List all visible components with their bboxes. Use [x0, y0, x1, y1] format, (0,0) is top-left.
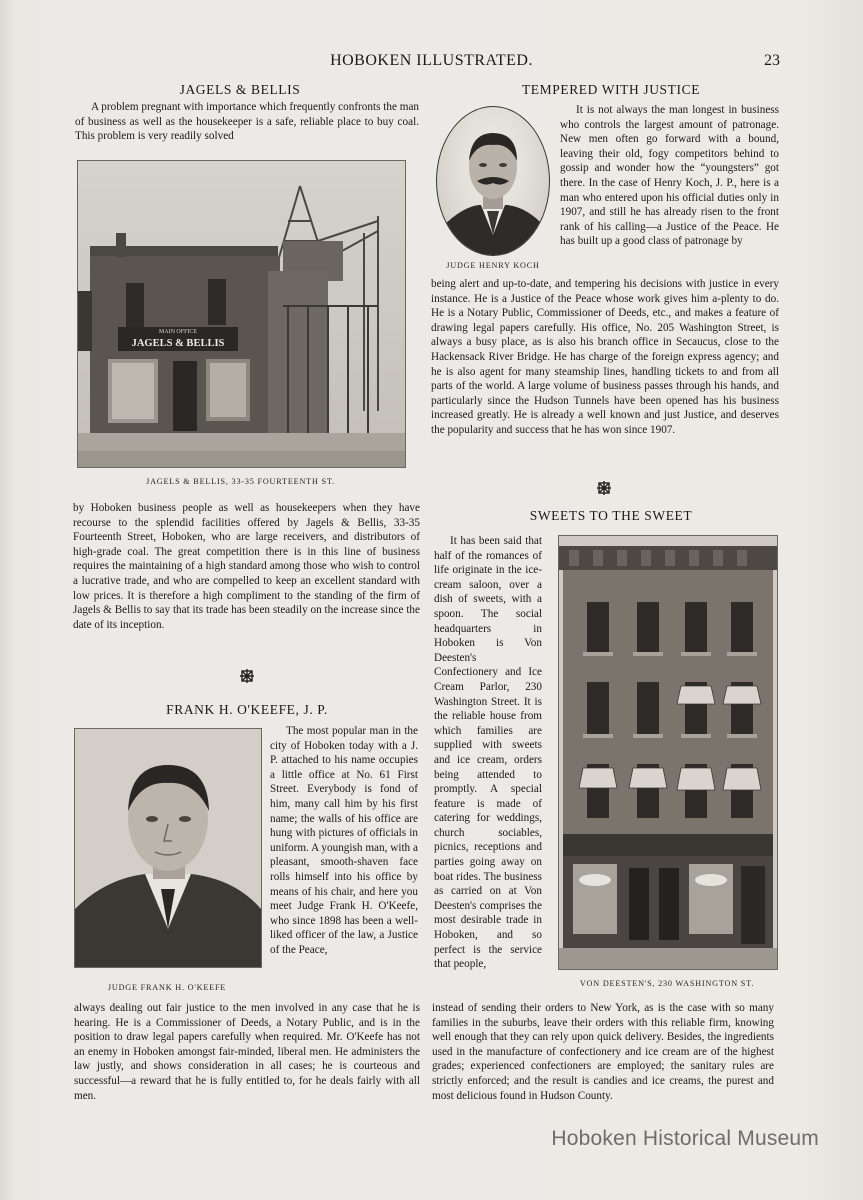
koch-body-text: [431, 277, 779, 438]
okeefe-wrap-paragraph: The most popular man in the city of Hoboken today with a J. P. attached to his name occupies a little office at No. 61 First Street. Everybody is fond of him, many call him by his first name; the walls of his office are hung with pictures of officials in uniform. A youngish man, with a pleasant, smooth-shaven face rolls himself into his office by means of his chair, and here you meet Judge Frank H. O'Keefe, who since 1898 has been a well-liked officer of the law, a Justice of the Peace,: [270, 725, 418, 956]
jagels-building-illustration: [78, 161, 405, 467]
koch-portrait-photo: [436, 106, 550, 256]
publication-title: HOBOKEN ILLUSTRATED.: [330, 52, 533, 69]
okeefe-photo-caption: JUDGE FRANK H. O'KEEFE: [107, 983, 227, 992]
koch-wrap-paragraph: It is not always the man longest in business who controls the largest amount of patronage. New men often go forward with a bound, leaving their old, fogy competitors behind to gossip and wonder how the “youngsters” got there. In the case of Henry Koch, J. P., here is a man who entered upon his official duties only in 1907, and still he has already risen to the front rank of his calling—a Justice of the Peace. He has built up a good class of patronage by: [560, 104, 779, 248]
section-ornament-icon: [597, 481, 611, 495]
koch-portrait-illustration: [437, 107, 549, 255]
jagels-body-paragraph: by Hoboken business people as well as housekeepers when they have recourse to the splendid facilities offered by Jagels & Bellis, 33-35 Fourteenth Street, Hoboken, who are large receivers, and distributors of high-grade coal. The great competition there is in this line of business requires the maintaining of a high standard among those who wish to control a lucrative trade, and who are compelled to keep an excellent standard with low prices. It is therefore a high compliment to the standing of the firm of Jagels & Bellis to say that its trade has been steadily on the increase since the date of its inception.: [73, 502, 420, 631]
jagels-title: JAGELS & BELLIS: [179, 82, 301, 97]
von-deesten-building-photo: [558, 535, 778, 970]
koch-title: TEMPERED WITH JUSTICE: [521, 82, 701, 97]
okeefe-body-paragraph: always dealing out fair justice to the men involved in any case that he is hearing. He is a Commissioner of Deeds, a Notary Public, and is in the position to draw legal papers carefully when required. Mr. O'Keefe has not an enemy in Hoboken amongst fair-minded, liberal men. He administers the law justly, and shows consideration in all cases; he is courteous and successful—a reward that he is fully entitled to, for he deals fairly with all men.: [74, 1002, 420, 1102]
jagels-building-photo: [77, 160, 406, 468]
jagels-sign-text: JAGELS & BELLIS: [131, 338, 225, 349]
okeefe-title: FRANK H. O'KEEFE, J. P.: [166, 702, 328, 717]
koch-photo-caption: JUDGE HENRY KOCH: [446, 261, 540, 270]
koch-wrap-text: [560, 103, 779, 249]
jagels-sign-small-text: MAIN OFFICE: [158, 329, 198, 335]
von-deesten-photo-caption: VON DEESTEN'S, 230 WASHINGTON ST.: [579, 979, 755, 988]
museum-watermark: Hoboken Historical Museum: [551, 1127, 819, 1150]
koch-body-paragraph: being alert and up-to-date, and tempering his decisions with justice in every instance. He is a Justice of the Peace whose work gives him a-plenty to do. He is a Notary Public, Commissioner of Deeds, etc., and makes a feature of drawing legal papers carefully. His office, No. 205 Washington Street, is always a busy place, as is also his branch office in Secaucus, close to the Hackensack River Bridge. He has charge of the foreign express agency; and he is also agent for many steamship lines, handling tickets to and from all parts of the world. A large volume of business passes through his hands, and particularly since the Hudson Tunnels have been opened has his business increased greatly. He is already a well known and just Justice, and deserves the popularity and success that he has won since 1907.: [431, 278, 779, 436]
sweets-body-paragraph: instead of sending their orders to New York, as is the case with so many families in the suburbs, leave their orders with this reliable firm, knowing well enough that they can rely upon quick delivery. Besides, the ingredients used in the manufacture of confectionery and ice cream are of the highest grades; experienced confectioners are employed; the sanitary rules are strictly enforced; and the result is candies and ice creams, the purest and most delicious found in Hudson County.: [432, 1002, 774, 1102]
okeefe-portrait-photo: [74, 728, 262, 968]
sweets-wrap-paragraph: It has been said that half of the romances of life originate in the ice-cream saloon, over a dish of sweets, with a spoon. The social headquarters in Hoboken is Von Deesten's Confectionery and Ice Cream Parlor, 230 Washington Street. It is the reliable house from which families are supplied with sweets and ice cream, orders being attended to promptly. A special feature is made of catering for weddings, church sociables, picnics, receptions and parties going away on boat rides. The business as carried on at Von Deesten's comprises the most desirable trade in Hoboken, and so perfect is the service that people,: [434, 535, 542, 971]
sweets-wrap-text: [434, 534, 542, 972]
okeefe-wrap-text: [270, 724, 418, 958]
section-ornament-icon: [240, 669, 254, 683]
sweets-body-text: [432, 1001, 774, 1103]
page-number: 23: [764, 52, 780, 69]
jagels-intro-paragraph: A problem pregnant with importance which frequently confronts the man of business as well as the housekeeper is a safe, reliable place to buy coal. This problem is very readily solved: [75, 101, 419, 143]
sweets-title: SWEETS TO THE SWEET: [529, 508, 693, 523]
okeefe-body-text: [74, 1001, 420, 1103]
von-deesten-building-illustration: [559, 536, 777, 969]
okeefe-portrait-illustration: [75, 729, 261, 967]
jagels-photo-caption: JAGELS & BELLIS, 33-35 FOURTEENTH ST.: [146, 477, 335, 486]
jagels-intro-text: [75, 100, 419, 144]
jagels-body-text: [73, 501, 420, 632]
